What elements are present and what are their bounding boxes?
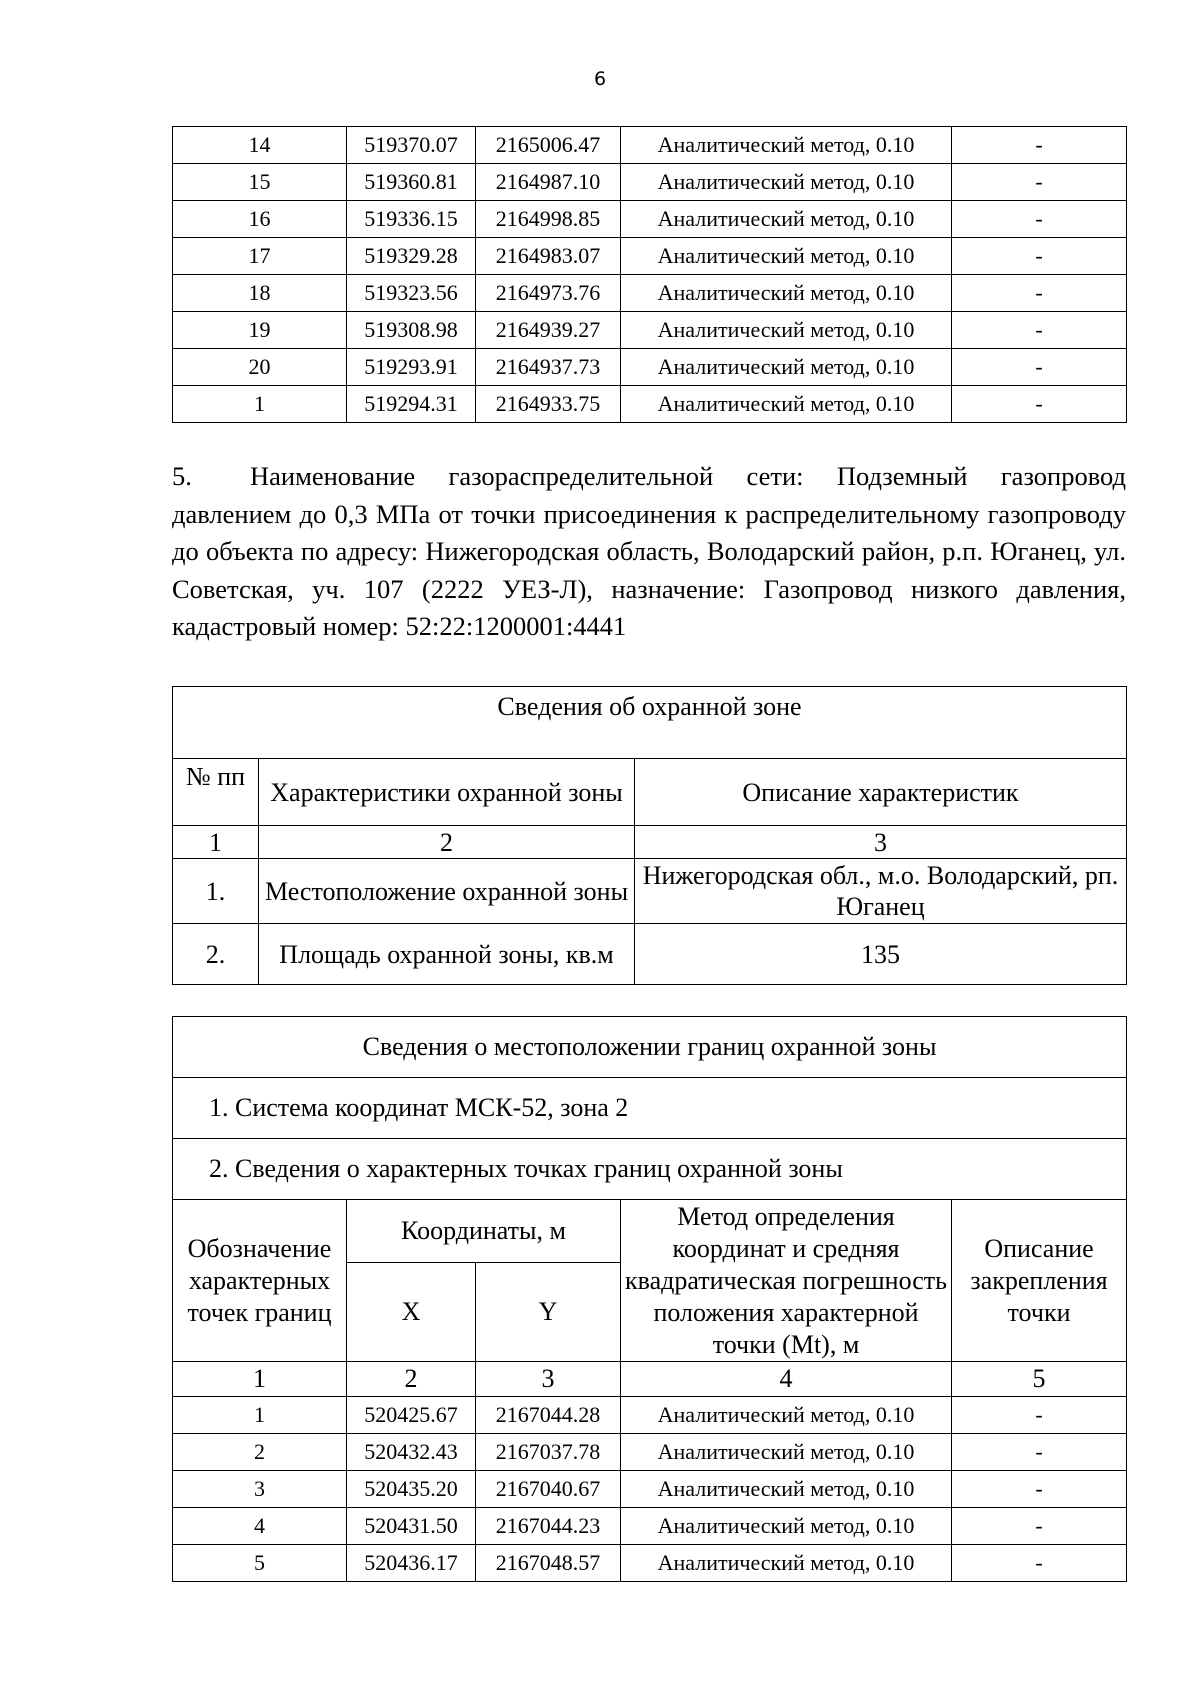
characteristic-name: Площадь охранной зоны, кв.м xyxy=(259,924,635,985)
fixing-description: - xyxy=(952,1508,1127,1545)
point-number: 3 xyxy=(173,1471,347,1508)
coord-x: 519336.15 xyxy=(347,201,476,238)
method-cell: Аналитический метод, 0.10 xyxy=(621,1434,952,1471)
section-number: 5. xyxy=(172,461,192,491)
row-number: 1. xyxy=(173,859,259,924)
section-text: Наименование газораспределительной сети: Подземный газопровод давлением до 0,3 МПа от точки присоединения к распределительному газопроводу до объекта по адресу: Нижегородская область, Володарский район, р.п. Юганец, ул. Советская, уч. 107 (2222 УЕЗ-Л), назначение: Газопровод низкого давления, кадастровый номер: 52:22:1200001:4441 xyxy=(172,461,1126,641)
coord-y: 2167044.23 xyxy=(476,1508,621,1545)
zone-table-title: Сведения об охранной зоне xyxy=(173,687,1127,759)
coord-y: 2164939.27 xyxy=(476,312,621,349)
header-characteristics: Характеристики охранной зоны xyxy=(259,759,635,826)
coord-y: 2164933.75 xyxy=(476,386,621,423)
index-cell: 4 xyxy=(621,1362,952,1397)
coord-y: 2164983.07 xyxy=(476,238,621,275)
coord-y: 2164987.10 xyxy=(476,164,621,201)
table-row xyxy=(173,1471,1127,1508)
characteristic-value: Нижегородская обл., м.о. Володарский, рп. Юганец xyxy=(635,859,1127,924)
fixing-description: - xyxy=(952,1434,1127,1471)
coord-x: 519293.91 xyxy=(347,349,476,386)
fixing-description: - xyxy=(952,1397,1127,1434)
point-number: 14 xyxy=(173,127,347,164)
index-cell: 2 xyxy=(259,826,635,859)
page-number: 6 xyxy=(593,68,607,90)
header-fixing: Описание закрепления точки xyxy=(952,1200,1127,1362)
fixing-description: - xyxy=(952,201,1127,238)
point-number: 4 xyxy=(173,1508,347,1545)
coord-y: 2167048.57 xyxy=(476,1545,621,1582)
point-number: 2 xyxy=(173,1434,347,1471)
header-method: Метод определения координат и средняя квадратическая погрешность положения характерной точки (Mt), м xyxy=(621,1200,952,1362)
method-cell: Аналитический метод, 0.10 xyxy=(621,1508,952,1545)
header-coordinates: Координаты, м xyxy=(347,1200,621,1263)
index-cell: 5 xyxy=(952,1362,1127,1397)
fixing-description: - xyxy=(952,164,1127,201)
coord-y: 2165006.47 xyxy=(476,127,621,164)
coord-x: 519308.98 xyxy=(347,312,476,349)
index-cell: 2 xyxy=(347,1362,476,1397)
point-number: 16 xyxy=(173,201,347,238)
method-cell: Аналитический метод, 0.10 xyxy=(621,164,952,201)
coord-x: 519360.81 xyxy=(347,164,476,201)
fixing-description: - xyxy=(952,275,1127,312)
fixing-description: - xyxy=(952,127,1127,164)
coord-x: 520436.17 xyxy=(347,1545,476,1582)
method-cell: Аналитический метод, 0.10 xyxy=(621,1397,952,1434)
header-x: X xyxy=(347,1263,476,1362)
section-5-paragraph xyxy=(172,458,1126,646)
point-number: 15 xyxy=(173,164,347,201)
method-cell: Аналитический метод, 0.10 xyxy=(621,1545,952,1582)
boundaries-table xyxy=(172,1016,1127,1582)
index-cell: 3 xyxy=(476,1362,621,1397)
coord-y: 2164998.85 xyxy=(476,201,621,238)
characteristic-name: Местоположение охранной зоны xyxy=(259,859,635,924)
table-row xyxy=(173,1434,1127,1471)
coord-x: 520425.67 xyxy=(347,1397,476,1434)
header-points: Обозначение характерных точек границ xyxy=(173,1200,347,1362)
boundaries-title: Сведения о местоположении границ охранной зоны xyxy=(173,1017,1127,1078)
fixing-description: - xyxy=(952,349,1127,386)
table-row xyxy=(173,238,1127,275)
characteristic-value: 135 xyxy=(635,924,1127,985)
coord-x: 520431.50 xyxy=(347,1508,476,1545)
method-cell: Аналитический метод, 0.10 xyxy=(621,312,952,349)
table-row xyxy=(173,127,1127,164)
coordinate-system: 1. Система координат МСК-52, зона 2 xyxy=(173,1078,1127,1139)
fixing-description: - xyxy=(952,1545,1127,1582)
method-cell: Аналитический метод, 0.10 xyxy=(621,386,952,423)
coord-y: 2164973.76 xyxy=(476,275,621,312)
table-row xyxy=(173,386,1127,423)
point-number: 5 xyxy=(173,1545,347,1582)
method-cell: Аналитический метод, 0.10 xyxy=(621,201,952,238)
coord-y: 2164937.73 xyxy=(476,349,621,386)
method-cell: Аналитический метод, 0.10 xyxy=(621,349,952,386)
method-cell: Аналитический метод, 0.10 xyxy=(621,127,952,164)
header-y: Y xyxy=(476,1263,621,1362)
table-row xyxy=(173,275,1127,312)
point-number: 1 xyxy=(173,386,347,423)
coord-x: 520435.20 xyxy=(347,1471,476,1508)
point-number: 19 xyxy=(173,312,347,349)
row-number: 2. xyxy=(173,924,259,985)
table-row xyxy=(173,312,1127,349)
header-description: Описание характеристик xyxy=(635,759,1127,826)
table-row xyxy=(173,164,1127,201)
point-number: 20 xyxy=(173,349,347,386)
point-number: 17 xyxy=(173,238,347,275)
coord-x: 519370.07 xyxy=(347,127,476,164)
coord-y: 2167044.28 xyxy=(476,1397,621,1434)
fixing-description: - xyxy=(952,1471,1127,1508)
table-row xyxy=(173,1508,1127,1545)
table-row xyxy=(173,201,1127,238)
coord-x: 520432.43 xyxy=(347,1434,476,1471)
coord-x: 519294.31 xyxy=(347,386,476,423)
method-cell: Аналитический метод, 0.10 xyxy=(621,238,952,275)
coord-x: 519329.28 xyxy=(347,238,476,275)
fixing-description: - xyxy=(952,238,1127,275)
table-row xyxy=(173,1545,1127,1582)
fixing-description: - xyxy=(952,312,1127,349)
header-num: № пп xyxy=(173,759,259,826)
index-cell: 1 xyxy=(173,826,259,859)
table-row xyxy=(173,349,1127,386)
fixing-description: - xyxy=(952,386,1127,423)
coord-y: 2167040.67 xyxy=(476,1471,621,1508)
method-cell: Аналитический метод, 0.10 xyxy=(621,275,952,312)
method-cell: Аналитический метод, 0.10 xyxy=(621,1471,952,1508)
point-number: 18 xyxy=(173,275,347,312)
coord-y: 2167037.78 xyxy=(476,1434,621,1471)
point-number: 1 xyxy=(173,1397,347,1434)
coord-x: 519323.56 xyxy=(347,275,476,312)
index-cell: 3 xyxy=(635,826,1127,859)
coordinates-table-continuation xyxy=(172,126,1127,423)
zone-info-table xyxy=(172,686,1127,985)
index-cell: 1 xyxy=(173,1362,347,1397)
characteristic-points-heading: 2. Сведения о характерных точках границ охранной зоны xyxy=(173,1139,1127,1200)
table-row xyxy=(173,1397,1127,1434)
